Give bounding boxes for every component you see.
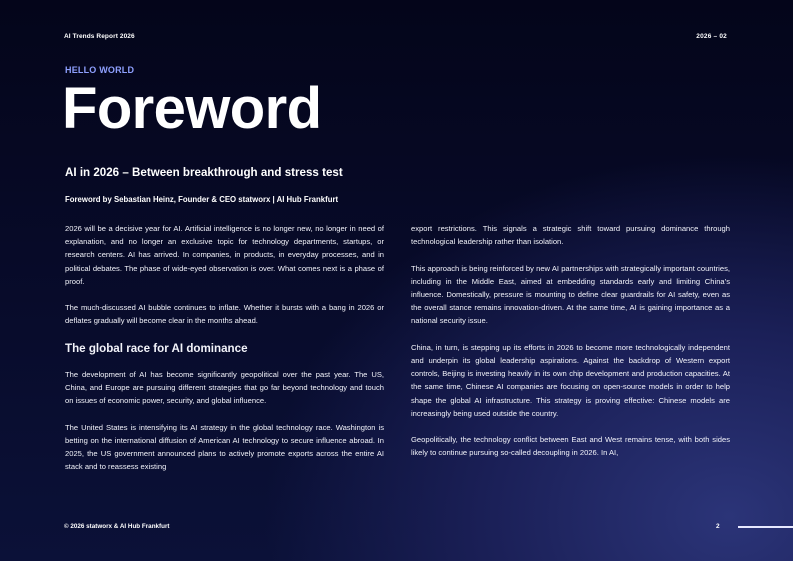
footer-copyright: © 2026 statworx & AI Hub Frankfurt [64, 523, 170, 530]
paragraph: China, in turn, is stepping up its efforts in 2026 to become more technologically independent and underpin its global leadership aspirations. Against the backdrop of Western export controls, Beijing is investing heavily in its own chip development and production capacities. At the same time, Chinese AI companies are focusing on open-source models in order to help shape the global AI infrastructure. This strategy is proving effective: Chinese models are increasingly being used outside the country. [411, 342, 730, 418]
page-number: 2 [716, 523, 720, 530]
right-text-column [411, 222, 730, 473]
paragraph: export restrictions. This signals a strategic shift toward pursuing dominance through technological leadership rather than isolation. [411, 224, 730, 247]
paragraph: The development of AI has become significantly geopolitical over the past year. The US, China, and Europe are pursuing different strategies that go far beyond technology and touch on issues of economic power, security, and global influence. [65, 369, 384, 406]
paragraph: The United States is intensifying its AI strategy in the global technology race. Washington is betting on the international diffusion of American AI technology to secure influence abroad. In 2025, the US government announced plans to actively promote exports across the entire AI stack and to reassess existing [65, 422, 384, 472]
section-kicker: HELLO WORLD [65, 65, 135, 75]
paragraph: The much-discussed AI bubble continues to inflate. Whether it bursts with a bang in 2026 or deflates gradually will become clear in the months ahead. [65, 303, 384, 326]
author-byline: Foreword by Sebastian Heinz, Founder & CEO statworx | AI Hub Frankfurt [65, 195, 339, 204]
report-title: AI Trends Report 2026 [64, 33, 135, 40]
left-text-column [65, 222, 384, 487]
footer-divider [738, 526, 793, 528]
paragraph: This approach is being reinforced by new AI partnerships with strategically important countries, including in the Middle East, aimed at embedding standards early and limiting China’s influence. Domestically, pressure is mounting to define clear guardrails for AI safety, even as the overall stance remains innovation-driven. At the same time, AI is gaining importance as a national security issue. [411, 263, 730, 326]
page-title: Foreword [62, 76, 322, 141]
paragraph: Geopolitically, the technology conflict between East and West remains tense, with both sides likely to continue pursuing so-called decoupling in 2026. In AI, [411, 435, 730, 458]
section-heading: The global race for AI dominance [65, 341, 248, 355]
report-page-code: 2026 – 02 [696, 33, 727, 40]
article-subtitle: AI in 2026 – Between breakthrough and stress test [65, 166, 343, 179]
paragraph: 2026 will be a decisive year for AI. Artificial intelligence is no longer new, no longer in need of explanation, and no longer an exclusive topic for technology departments, startups, or research centers. AI has arrived. In companies, in products, in everyday processes, and in political debates. The phase of wide-eyed observation is over. What comes next is a phase of proof. [65, 224, 384, 286]
